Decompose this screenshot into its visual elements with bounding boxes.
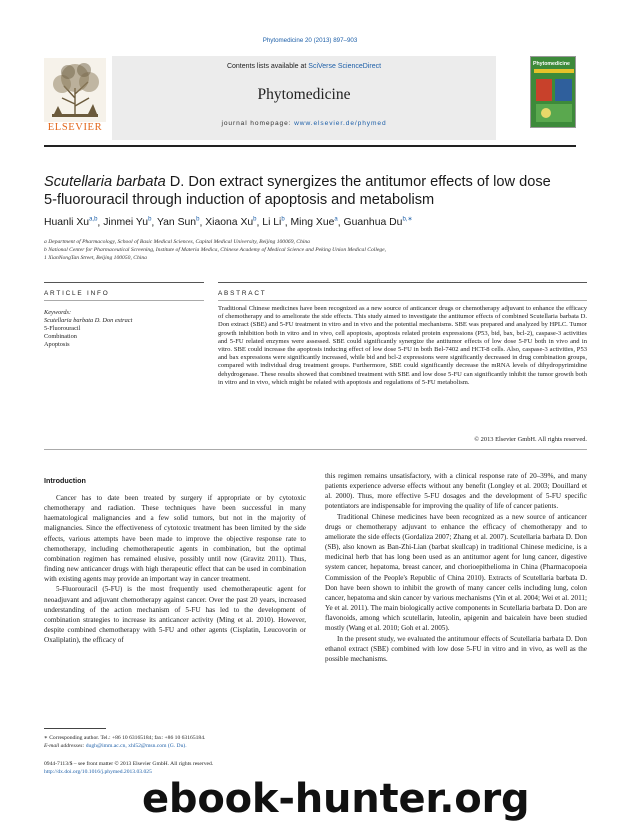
author[interactable]: Yan Sun$^b$ <box>157 217 200 229</box>
introduction-heading: Introduction <box>44 476 86 485</box>
body-paragraph: In the present study, we evaluated the antitumour effects of Scutellaria barbata D. Don ethanol extract (SBE) combined with low dose 5-FU in vitro and in vivo, as well as the possible mechanisms. <box>325 634 587 663</box>
keyword: Apoptosis <box>44 341 70 348</box>
keyword: Combination <box>44 333 77 340</box>
publisher-logo-text: ELSEVIER <box>47 122 103 133</box>
article-title <box>44 173 584 209</box>
author[interactable]: Jinmei Yu$^b$ <box>103 217 152 229</box>
doi-link[interactable]: http://dx.doi.org/10.1016/j.phymed.2013.03.025 <box>44 769 152 775</box>
body-right-column <box>325 471 587 664</box>
author[interactable]: Li Li$^b$ <box>262 217 285 229</box>
keyword: Scutellaria barbata D. Don extract <box>44 317 133 324</box>
body-left-column <box>44 493 306 645</box>
affiliation-b-line1: b National Center for Pharmaceutical Screening, Institute of Materia Medica, Chinese Academy of Medical Science and Peking Union Medical College, <box>44 247 387 253</box>
body-paragraph: 5-Fluorouracil (5-FU) is the most frequently used chemotherapeutic agent for neoadjuvant and adjuvant chemotherapy against cancer. Over the past 20 years, increased understanding of the action mechanism of 5-FU has led to the development of combination strategies to increase its anticancer activity (Ming et al. 2010). However, despite combined chemotherapy with 5-FU and other agents (Cisplatin, Leucovorin or Oxaliplatin), the efficacy of <box>44 585 306 645</box>
journal-banner <box>112 56 496 140</box>
abstract-bottom-rule <box>44 449 587 450</box>
contents-prefix: Contents lists available at <box>226 63 309 70</box>
title-line1: D. Don extract synergizes the antitumor effects of low dose <box>165 174 551 190</box>
keywords-label: Keywords: <box>44 309 72 316</box>
journal-homepage <box>112 120 496 127</box>
article-info-heading: ARTICLE INFO <box>44 290 110 297</box>
corresponding-author: ∗ Corresponding author. Tel.: +86 10 63165184; fax: +86 10 63165184. <box>44 735 206 741</box>
abstract-subrule <box>218 300 587 301</box>
homepage-link[interactable]: www.elsevier.de/phymed <box>294 120 387 127</box>
body-paragraph: Traditional Chinese medicines have been recognized as a new source of anticancer drugs or chemotherapy adjuvant to enhance the efficacy of chemotherapy and to ameliorate the side effects (Gordaliza 2007; Zhang et al. 2007). Scutellaria barbata D. Don (SB), also known as Ban-Zhi-Lian (barbat skullcap) in traditional Chinese medicine, is a medicinal herb that has long been used as an antitumor agent for lung cancer, digestive system cancer, hepatoma, breast cancer, and chorioepithelioma in China (Pharmacopoeia Commission of the People's Republic of China 2010). Extracts of Scutellaria barbata D. Don have been shown to inhibit the growth of many cancer cells including lung, colon cancer, hepatoma and skin cancer by various mechanisms (Yin et al. 2004; Wei et al. 2011; Ye et al. 2011). The main biologically active components in Scutellaria barbata D. Don are flavonoids, among which scutellarin, luteolin, apigenin and baicalein have been studied mostly (Wang et al. 2010; Goh et al. 2005). <box>325 512 587 633</box>
cover-artwork <box>531 57 576 128</box>
body-paragraph: Cancer has to date been treated by surgery if appropriate or by cytotoxic chemotherapy and radiation. These techniques have been successful in many haematological malignancies and a few solid tumors, but not in the majority of malignancies. Since the effectiveness of cytotoxic treatment has been limited by the side effects, various attempts have been made to improve the objective response rate to chemotherapy, including chemotherapeutic agents in combination, but the optimal combination regimen has remained elusive, possibly until now (Gravitz 2011). Thus, finding new anticancer drugs with high therapeutic effect that can be used in combination with existing agents may provide an important way in cancer treatment. <box>44 494 306 584</box>
title-line2: 5-fluorouracil through induction of apoptosis and metabolism <box>44 192 435 208</box>
journal-citation: Phytomedicine 20 (2013) 897–903 <box>262 37 358 44</box>
masthead-rule <box>44 145 576 147</box>
footnote-rule <box>44 728 106 729</box>
title-italic-part: Scutellaria barbata <box>44 174 166 190</box>
contents-line <box>112 63 496 70</box>
abstract-text: Traditional Chinese medicines have been recognized as a new source of anticancer drugs or chemotherapy adjuvant to enhance the efficacy of chemotherapy and to ameliorate the side effects. This study aimed to investigate the antitumor effects of combined Scutellaria barbata D. Don extract (SBE) and 5-FU treatment in vitro and in vivo and the potential mechanisms. SBE was prepared and analyzed by HPLC. Tumor growth inhibition both in vitro and in vivo, cell apoptosis, apoptosis related protein expressions (P53, bid, bax, bcl-2), caspase-3 activities and 5-FU related enzymes were assessed. SBE could significantly synergize the antitumor effects of low dose 5-FU both in vivo and in vitro. SBE could increase the apoptosis inducing effect of low dose 5-FU in both Bel-7402 and HCT-8 cells. Also, caspase-3 activities, P53 and bax expressions were significantly increased, while bid and bcl-2 expressions were significantly decreased in drug combination groups, compared with individual drug treatment groups. Furthermore, SBE could significantly decrease the mRNA levels of dihydropyrimidine dehydrogenase. These results showed that combined treatment with SBE and low dose 5-FU can significantly inhibit the tumor growth both in vitro and in vivo, which might be related with apoptosis and regulations of 5-FU metabolism. <box>218 305 587 386</box>
cover-title: Phytomedicine <box>533 61 570 67</box>
affiliation-b-line2: 1 XianNongTan Street, Beijing 100050, China <box>44 255 147 261</box>
article-info-rule <box>44 282 204 283</box>
body-paragraph: this regimen remains unsatisfactory, with a clinical response rate of 20–39%, and many patients experience adverse effects without any benefit (Longley et al. 2003; Douillard et al. 2000). Thus, more effective 5-FU dosages and the development of 5-FU specific potentiators are indispensable for improving the quality of life of cancer patients. <box>325 472 587 511</box>
sciencedirect-link[interactable]: SciVerse ScienceDirect <box>308 63 382 70</box>
author[interactable]: Guanhua $Du^{b,∗}$ <box>343 217 413 229</box>
email-label: E-mail addresses: <box>44 743 86 749</box>
watermark: ebook-hunter.org <box>142 776 530 822</box>
homepage-prefix: journal homepage: <box>221 120 295 127</box>
masthead <box>44 56 576 140</box>
copyright-notice: © 2013 Elsevier GmbH. All rights reserved. <box>474 436 587 443</box>
journal-cover-image <box>530 56 576 128</box>
abstract-rule <box>218 282 587 283</box>
email-links[interactable]: dugh@imm.ac.cn, xhl52@msn.com (G. Du). <box>85 743 187 749</box>
journal-title: Phytomedicine <box>257 86 351 103</box>
author[interactable]: Xiaona Xu$^b$ <box>205 217 257 229</box>
abstract-heading: ABSTRACT <box>218 290 267 297</box>
author[interactable]: Ming Xue$^a$ <box>290 217 338 229</box>
affiliation-a: a Department of Pharmacology, School of Basic Medical Sciences, Capital Medical University, Beijing 100069, China <box>44 239 310 245</box>
author[interactable]: Huanli Xu$^{a,b}$ <box>44 217 98 229</box>
keyword: 5-Fluorouracil <box>44 325 81 332</box>
issn-line: 0944-7113/$ – see front matter © 2013 Elsevier GmbH. All rights reserved. <box>44 761 214 767</box>
article-info-subrule <box>44 300 204 301</box>
email-line <box>44 742 314 750</box>
footnote <box>44 734 314 750</box>
author-list: Huanli Xu$^{a,b}$, Jinmei Yu$^b$, Yan Sun$^b$, Xiaona Xu$^b$, Li Li$^b$, Ming Xue$^a$, Guanhua $Du^{b,∗}$ <box>44 217 413 229</box>
bottom-meta <box>44 760 314 776</box>
